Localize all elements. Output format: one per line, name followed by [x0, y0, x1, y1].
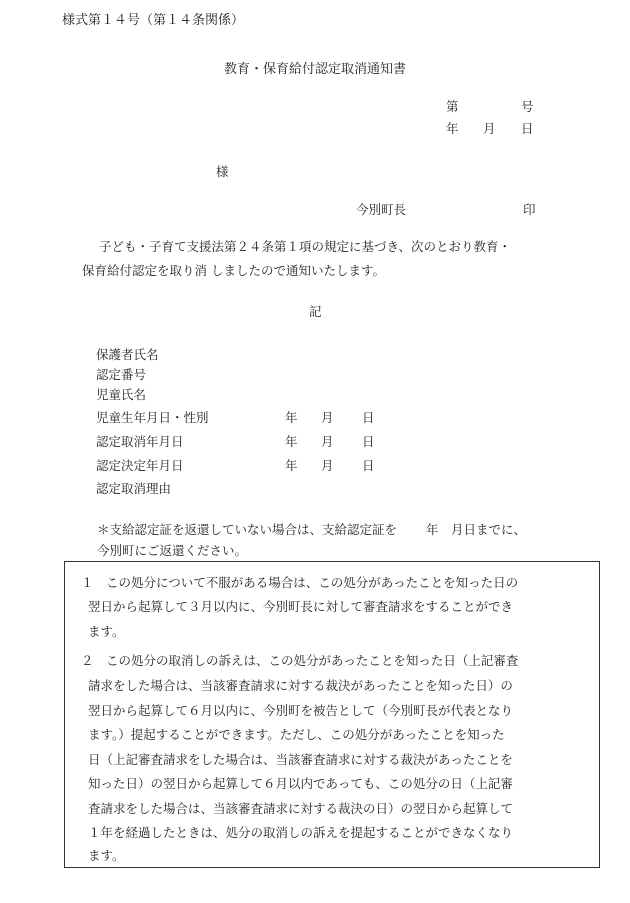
doc-date-year: 年	[446, 121, 459, 136]
form-number: 様式第１４号（第１４条関係）	[62, 13, 245, 28]
appeal-item-2-line-9: ます。	[88, 848, 125, 863]
appeal-notice-box	[64, 561, 600, 868]
revocation-month-unit: 月	[321, 434, 334, 449]
appeal-item-2-line-1: ２ この処分の取消しの訴えは、この処分があったことを知った日（上記審査	[81, 653, 519, 668]
appeal-item-1-line-3: ます。	[88, 624, 125, 639]
doc-number-suffix: 号	[521, 99, 534, 114]
return-note-line-2: 今別町にご返還ください。	[97, 543, 248, 558]
seal-mark: 印	[523, 202, 536, 217]
decision-day-unit: 日	[362, 458, 375, 473]
field-child-name: 児童氏名	[96, 387, 147, 402]
field-cert-number: 認定番号	[96, 367, 147, 382]
appeal-item-1-line-1: １ この処分について不服がある場合は、この処分があったことを知った日の	[81, 575, 519, 590]
appeal-item-2-line-8: １年を経過したときは、処分の取消しの訴えを提起することができなくなり	[88, 825, 514, 840]
revocation-year-unit: 年	[285, 434, 298, 449]
appeal-item-2-line-2: 請求をした場合は、当該審査請求に対する裁決があったことを知った日）の	[88, 678, 513, 693]
field-decision-date: 認定決定年月日	[96, 458, 184, 473]
appeal-item-2-line-4: ます。）提起することができます。ただし、この処分があったことを知った	[88, 727, 505, 742]
recipient-honorific: 様	[216, 164, 229, 179]
return-note-line-1: ＊支給認定証を返還していない場合は、支給認定証を 年 月日までに、	[97, 522, 526, 537]
birth-day-unit: 日	[362, 410, 375, 425]
birth-month-unit: 月	[321, 410, 334, 425]
appeal-item-2-line-6: 知った日）の翌日から起算して６月以内であっても、この処分の日（上記審	[88, 776, 513, 791]
appeal-item-2-line-5: 日（上記審査請求をした場合は、当該審査請求に対する裁決があったことを	[88, 752, 513, 767]
doc-date-month: 月	[483, 121, 496, 136]
doc-number-prefix: 第	[446, 99, 459, 114]
decision-year-unit: 年	[285, 458, 298, 473]
appeal-item-2-line-7: 査請求をした場合は、当該審査請求に対する裁決の日）の翌日から起算して	[88, 801, 514, 816]
revocation-day-unit: 日	[362, 434, 375, 449]
field-child-birth-gender: 児童生年月日・性別	[96, 410, 209, 425]
field-revocation-reason: 認定取消理由	[96, 481, 172, 496]
decision-month-unit: 月	[321, 458, 334, 473]
appeal-item-2-line-3: 翌日から起算して６月以内に、今別町を被告として（今別町長が代表となり	[88, 703, 514, 718]
body-text-line-2: 保育給付認定を取り消 しましたので通知いたします。	[82, 263, 385, 278]
doc-date-day: 日	[521, 121, 534, 136]
field-guardian-name: 保護者氏名	[96, 347, 159, 362]
appeal-item-1-line-2: 翌日から起算して３月以内に、今別町長に対して審査請求をすることができ	[88, 599, 514, 614]
ki-heading: 記	[309, 304, 322, 319]
body-text-line-1: 子ども・子育て支援法第２４条第１項の規定に基づき、次のとおり教育・	[99, 239, 512, 254]
issuer-name: 今別町長	[356, 202, 407, 217]
birth-year-unit: 年	[285, 410, 298, 425]
document-title: 教育・保育給付認定取消通知書	[223, 62, 406, 77]
field-revocation-date: 認定取消年月日	[96, 434, 184, 449]
